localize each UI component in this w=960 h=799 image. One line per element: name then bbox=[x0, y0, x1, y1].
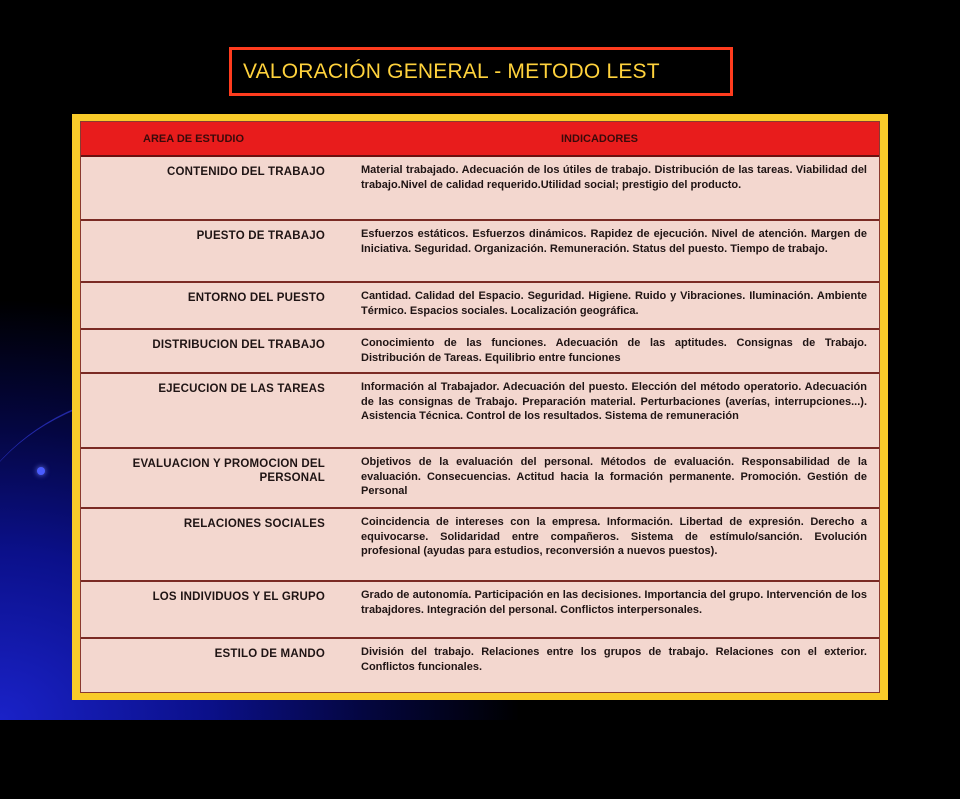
row-area: DISTRIBUCION DEL TRABAJO bbox=[152, 339, 325, 351]
table-row bbox=[81, 639, 879, 692]
row-indicators: División del trabajo. Relaciones entre los grupos de trabajo. Relaciones con el exterior. Conflictos funcionales. bbox=[361, 646, 867, 673]
row-area: ESTILO DE MANDO bbox=[214, 648, 325, 660]
row-indicators: Conocimiento de las funciones. Adecuación de las aptitudes. Consignas de Trabajo. Distribución de Tareas. Equilibrio entre funciones bbox=[361, 337, 867, 364]
table-frame bbox=[72, 114, 888, 700]
row-area: RELACIONES SOCIALES bbox=[183, 518, 325, 530]
table-header bbox=[81, 122, 879, 157]
row-indicators: Información al Trabajador. Adecuación del puesto. Elección del método operatorio. Adecuación de las consignas de Trabajo. Preparación material. Perturbaciones (averías, interrupciones...). Asistencia Técnica. Control de los resultados. Sistema de remuneración bbox=[361, 381, 867, 422]
table-row bbox=[81, 157, 879, 221]
row-area: PUESTO DE TRABAJO bbox=[196, 230, 325, 242]
table-row bbox=[81, 330, 879, 374]
row-indicators: Grado de autonomía. Participación en las decisiones. Importancia del grupo. Intervención de los trabajdores. Integración del personal. Conflictos interpersonales. bbox=[361, 589, 867, 616]
table-row bbox=[81, 374, 879, 449]
row-area: EJECUCION DE LAS TAREAS bbox=[158, 383, 325, 395]
row-area: LOS INDIVIDUOS Y EL GRUPO bbox=[152, 591, 325, 603]
row-indicators: Coincidencia de intereses con la empresa. Información. Libertad de expresión. Derecho a equivocarse. Solidaridad entre compañeros. Sistema de estímulo/sanción. Evolución profesional (ayudas para estudios, reconversión a nuevos puestos). bbox=[361, 516, 867, 557]
row-area: ENTORNO DEL PUESTO bbox=[187, 292, 325, 304]
header-indicators: INDICADORES bbox=[561, 132, 639, 145]
row-area: CONTENIDO DEL TRABAJO bbox=[167, 166, 325, 178]
table-body bbox=[81, 157, 879, 692]
row-indicators: Objetivos de la evaluación del personal. Métodos de evaluación. Responsabilidad de la evaluación. Consecuencias. Actitud hacia la formación permanente. Promoción. Gestión de Personal bbox=[361, 456, 867, 497]
table-row bbox=[81, 582, 879, 639]
decorative-dot bbox=[37, 467, 45, 475]
table-row bbox=[81, 449, 879, 509]
row-indicators: Esfuerzos estáticos. Esfuerzos dinámicos. Rapidez de ejecución. Nivel de atención. Margen de Iniciativa. Seguridad. Organización. Remuneración. Status del puesto. Tiempo de trabajo. bbox=[361, 228, 867, 255]
lest-table bbox=[80, 121, 880, 693]
row-area: EVALUACION Y PROMOCION DEL PERSONAL bbox=[132, 458, 325, 484]
slide-title-box bbox=[229, 47, 733, 96]
header-area: AREA DE ESTUDIO bbox=[143, 132, 245, 145]
row-indicators: Material trabajado. Adecuación de los útiles de trabajo. Distribución de las tareas. Viabilidad del trabajo.Nivel de calidad requerido.Utilidad social; prestigio del producto. bbox=[361, 164, 867, 191]
table-row bbox=[81, 283, 879, 330]
row-indicators: Cantidad. Calidad del Espacio. Seguridad. Higiene. Ruido y Vibraciones. Iluminación. Ambiente Térmico. Espacios sociales. Localización geográfica. bbox=[361, 290, 867, 317]
table-row bbox=[81, 221, 879, 283]
table-row bbox=[81, 509, 879, 582]
slide-title: VALORACIÓN GENERAL - METODO LEST bbox=[243, 59, 660, 83]
